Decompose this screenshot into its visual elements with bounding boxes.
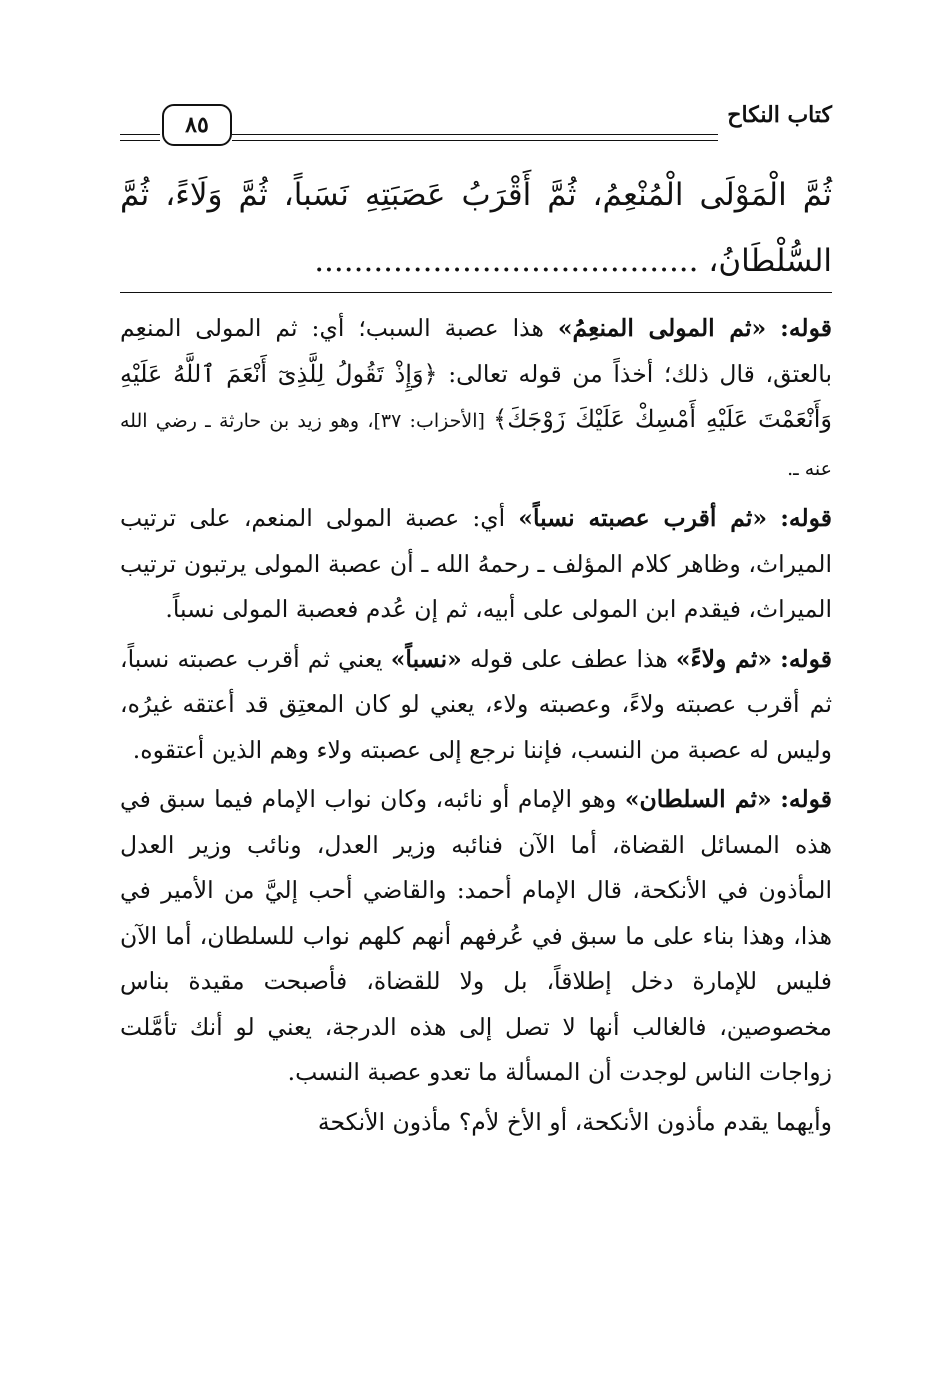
- quoted-phrase: «ثم السلطان»: [624, 785, 772, 813]
- quoted-phrase: «ثم ولاءً»: [675, 644, 773, 673]
- paragraph-text: أي: عصبة المولى المنعم، على ترتيب الميراث، وظاهر كلام المؤلف ـ رحمهُ الله ـ أن عصبة المولى يرتبون ترتيب الميراث، فيقدم ابن المولى على أبيه، ثم إن عُدم فعصبة المولى نسباً.: [120, 504, 832, 623]
- paragraph-text: وهو الإمام أو نائبه، وكان نواب الإمام فيما سبق في هذه المسائل القضاة، أما الآن فنائبه وزير العدل، ونائب وزير العدل المأذون في الأنكحة، قال الإمام أحمد: والقاضي أحب إليَّ من الأمير في هذا، وهذا بناء على ما سبق في عُرفهم أنهم كلهم نواب للسلطان، أما الآن فليس للإمارة دخل إطلاقاً، بل ولا للقضاة، فأصبحت مقيدة بناس مخصوصين، فالغالب أنها لا تصل إلى هذه الدرجة، يعني لو أنك تأمَّلت زواجات الناس لوجدت أن المسألة ما تعدو عصبة النسب.: [120, 785, 832, 1086]
- commentary: [120, 306, 832, 1145]
- commentary-paragraph: [120, 496, 832, 633]
- base-text-line: ثُمَّ الْمَوْلَى الْمُنْعِمُ، ثُمَّ أَقْرَبُ عَصَبَتِهِ نَسَباً، ثُمَّ وَلَاءً، ثُمَّ السُّلْطَانُ،: [120, 177, 832, 279]
- commentary-paragraph: [120, 1100, 832, 1146]
- header-rule-top-left: [120, 134, 160, 135]
- verse-citation: [الأحزاب: ٣٧]، وهو زيد بن حارثة ـ رضي الله عنه ـ.: [120, 410, 832, 480]
- header-rule-bottom-right: [232, 140, 718, 141]
- header-rule-bottom-left: [120, 140, 160, 141]
- quran-verse: ﴿وَإِذْ تَقُولُ لِلَّذِىٓ أَنْعَمَ ٱللَّهُ عَلَيْهِ وَأَنْعَمْتَ عَلَيْهِ أَمْسِكْ عَلَيْكَ زَوْجَكَ﴾: [120, 359, 832, 433]
- paragraph-text: هذا عصبة السبب؛ أي: ثم المولى المنعِم بالعتق، قال ذلك؛ أخذاً من قوله تعالى:: [120, 314, 832, 388]
- qawluh-label: قوله:: [780, 644, 832, 673]
- quoted-phrase: «ثم أقرب عصبته نسباً»: [518, 504, 768, 532]
- paragraph-text: وأيهما يقدم مأذون الأنكحة، أو الأخ لأم؟ مأذون الأنكحة: [317, 1107, 832, 1136]
- quoted-phrase: «ثم المولى المنعِمُ»: [557, 314, 767, 342]
- base-text: [120, 162, 832, 294]
- qawluh-label: قوله:: [780, 314, 832, 342]
- quoted-phrase: «نسباً»: [390, 644, 462, 673]
- header-rule-top-right: [232, 134, 718, 135]
- commentary-paragraph: [120, 777, 832, 1096]
- qawluh-label: قوله:: [780, 504, 832, 532]
- qawluh-label: قوله:: [780, 785, 832, 813]
- running-header: [120, 100, 832, 156]
- paragraph-text: يعني ثم أقرب عصبته نسباً، ثم أقرب عصبته ولاءً، وعصبته ولاء، يعني لو كان المعتِق قد أعتقه غيرُه، وليس له عصبة من النسب، فإننا نرجع إلى عصبته ولاء وهم الذين أعتقوه.: [120, 644, 832, 764]
- page-number-text: ٨٥: [185, 112, 209, 138]
- base-text-dots: .......................................: [314, 243, 699, 279]
- commentary-paragraph: [120, 306, 832, 492]
- commentary-paragraph: [120, 637, 832, 774]
- text-separator: [120, 292, 832, 293]
- book-title: كتاب النكاح: [727, 102, 832, 128]
- paragraph-text: هذا عطف على قوله: [461, 644, 676, 673]
- page-number: [162, 104, 232, 146]
